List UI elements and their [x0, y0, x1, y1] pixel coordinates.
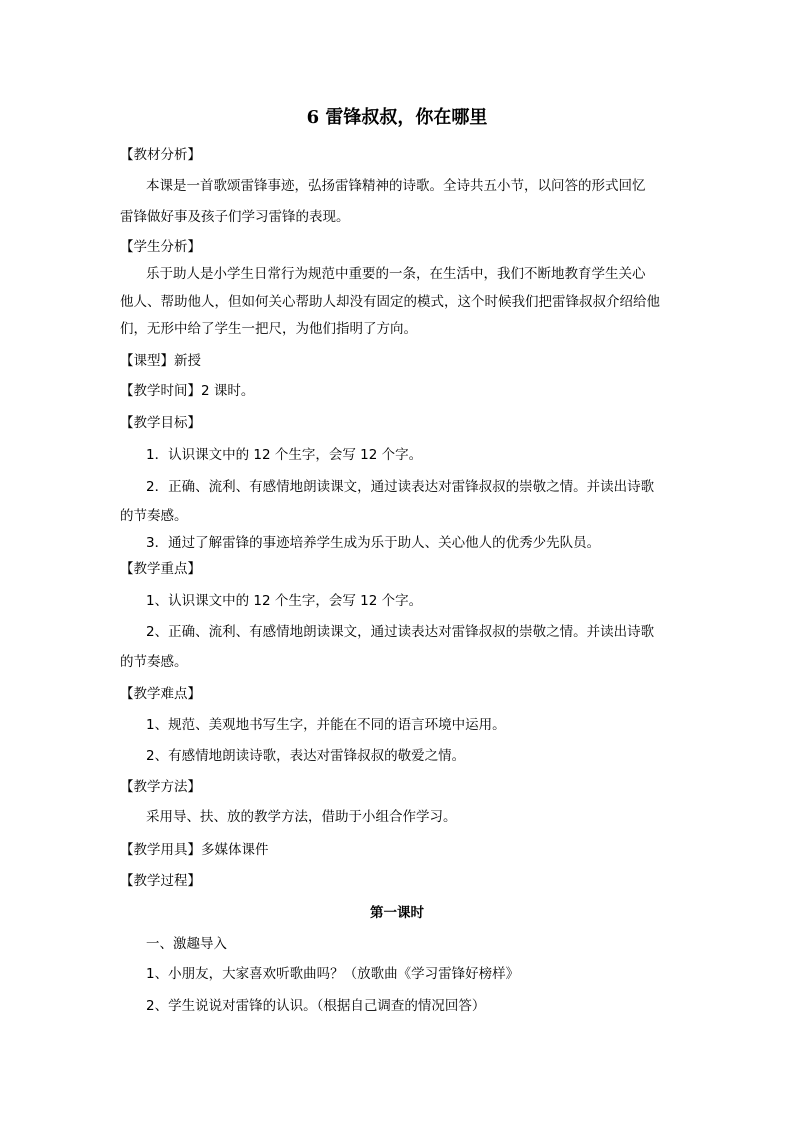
methods-text: 采用导、扶、放的教学方法，借助于小组合作学习。: [146, 809, 457, 825]
document-title: 6 雷锋叔叔，你在哪里: [306, 107, 488, 128]
heading-student-analysis: 【学生分析】: [120, 239, 201, 255]
difficulty-item-1: 1、规范、美观地书写生字，并能在不同的语言环境中运用。: [146, 717, 506, 733]
objective-item-2-line-1: 2．正确、流利、有感情地朗读课文，通过读表达对雷锋叔叔的崇敬之情。并读出诗歌: [146, 479, 655, 495]
teaching-tools: 【教学用具】多媒体课件: [120, 842, 269, 858]
lesson-subtitle: 第一课时: [370, 905, 424, 921]
material-analysis-line-1: 本课是一首歌颂雷锋事迹，弘扬雷锋精神的诗歌。全诗共五小节，以问答的形式回忆: [146, 178, 646, 194]
process-step-1: 一、激趣导入: [146, 936, 227, 952]
heading-difficulties: 【教学难点】: [120, 686, 201, 702]
heading-objectives: 【教学目标】: [120, 415, 201, 431]
objective-item-3: 3．通过了解雷锋的事迹培养学生成为乐于助人、关心他人的优秀少先队员。: [146, 535, 601, 551]
student-analysis-line-3: 们，无形中给了学生一把尺，为他们指明了方向。: [120, 321, 417, 337]
lesson-type: 【课型】新授: [120, 353, 201, 369]
key-point-item-2-line-2: 的节奏感。: [120, 654, 188, 670]
objective-item-1: 1．认识课文中的 12 个生字，会写 12 个字。: [146, 447, 423, 463]
heading-process: 【教学过程】: [120, 873, 201, 889]
heading-methods: 【教学方法】: [120, 779, 201, 795]
student-analysis-line-2: 他人、帮助他人，但如何关心帮助人却没有固定的模式，这个时候我们把雷锋叔叔介绍给他: [120, 294, 660, 310]
heading-material-analysis: 【教材分析】: [120, 147, 201, 163]
key-point-item-1: 1、认识课文中的 12 个生字，会写 12 个字。: [146, 593, 423, 609]
process-step-1-item-1: 1、小朋友，大家喜欢听歌曲吗？（放歌曲《学习雷锋好榜样》: [146, 966, 520, 982]
student-analysis-line-1: 乐于助人是小学生日常行为规范中重要的一条，在生活中，我们不断地教育学生关心: [146, 266, 646, 282]
material-analysis-line-2: 雷锋做好事及孩子们学习雷锋的表现。: [120, 209, 350, 225]
heading-key-points: 【教学重点】: [120, 561, 201, 577]
key-point-item-2-line-1: 2、正确、流利、有感情地朗读课文，通过读表达对雷锋叔叔的崇敬之情。并读出诗歌: [146, 624, 655, 640]
difficulty-item-2: 2、有感情地朗读诗歌，表达对雷锋叔叔的敬爱之情。: [146, 748, 466, 764]
process-step-1-item-2: 2、学生说说对雷锋的认识。（根据自己调查的情况回答）: [146, 998, 486, 1014]
lesson-time: 【教学时间】2 课时。: [120, 383, 255, 399]
objective-item-2-line-2: 的节奏感。: [120, 508, 188, 524]
